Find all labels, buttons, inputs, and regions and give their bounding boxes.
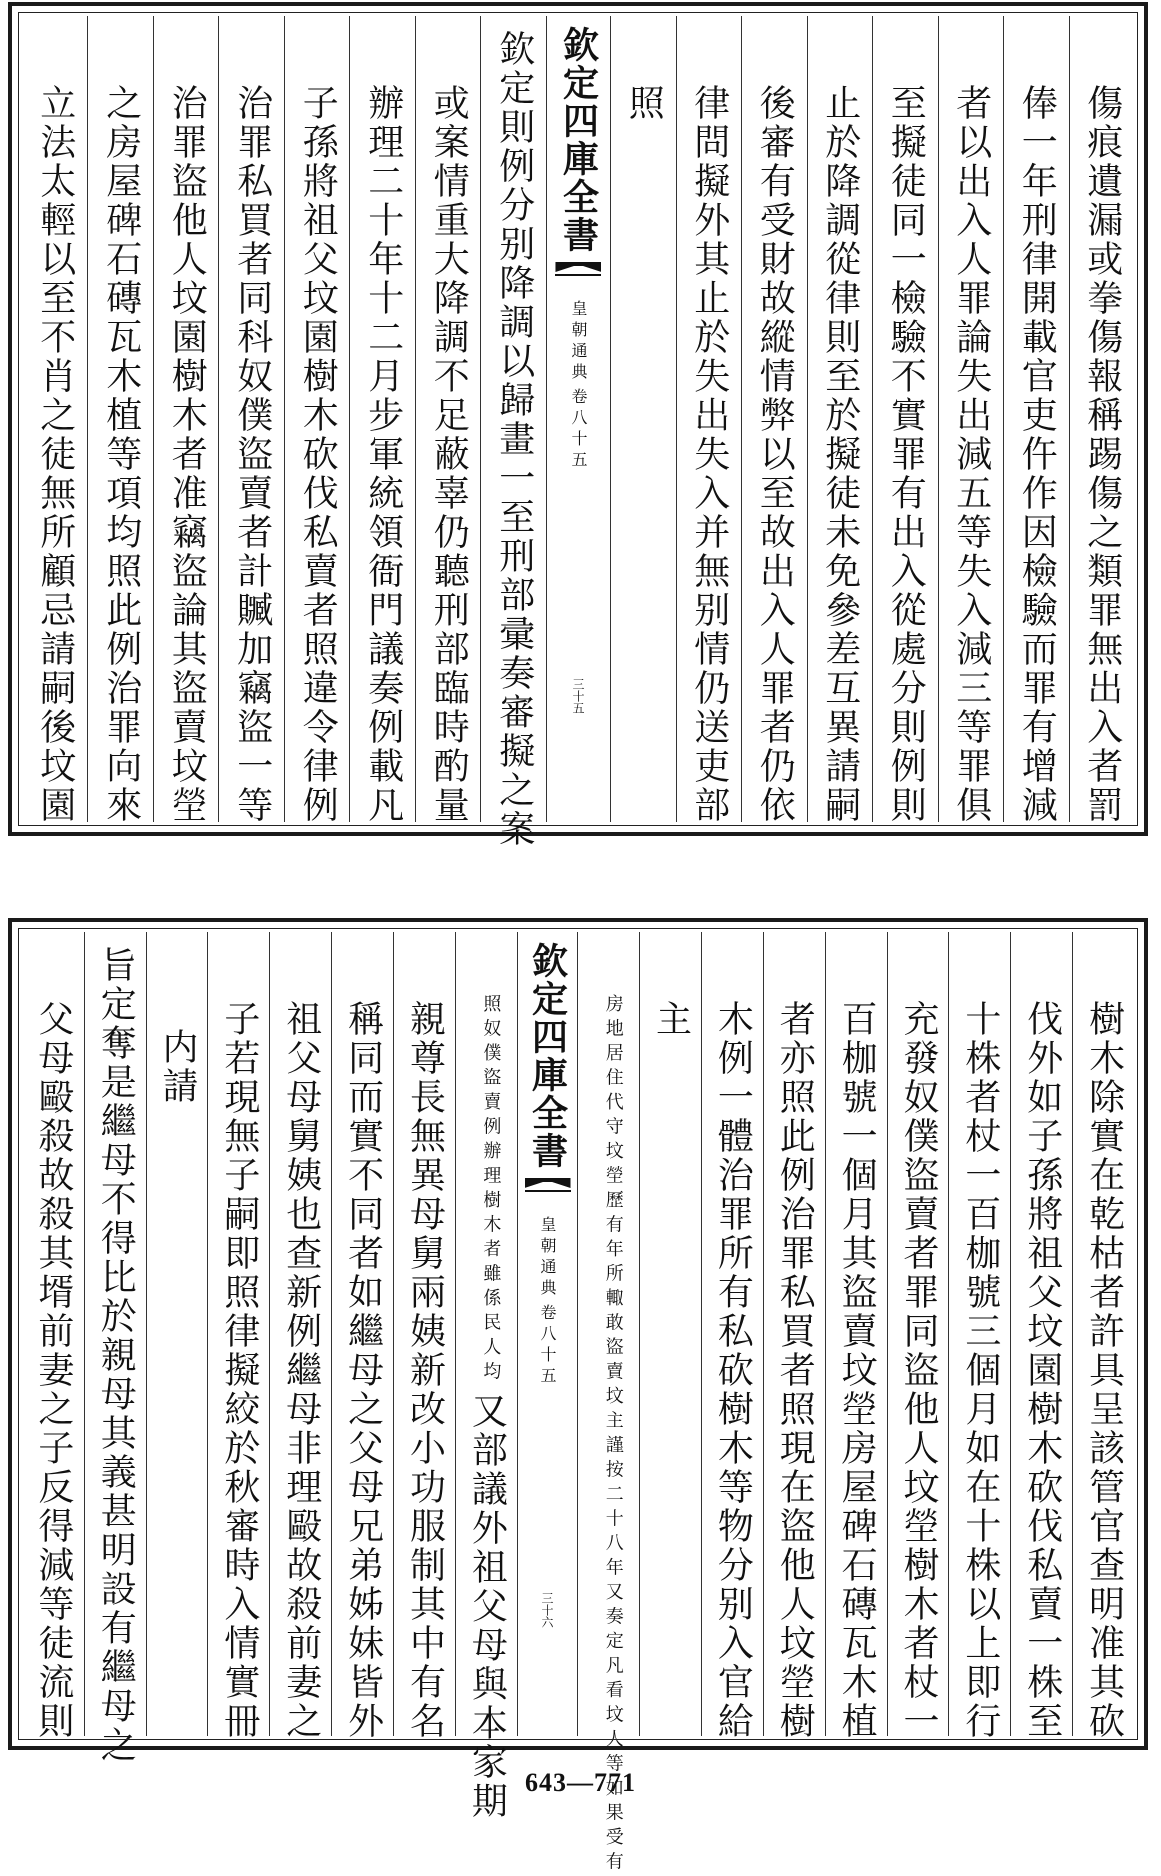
column (480, 16, 546, 849)
column (610, 16, 676, 822)
column-text: 至擬徒同一檢驗不實罪有出入從處分則例則 (885, 84, 927, 825)
column-text: 樹木除實在乾枯者許具呈該管官查明准其砍 (1083, 1000, 1125, 1741)
page-number: 643—771 (525, 1768, 636, 1797)
column-text: 親尊長無異母舅兩姨新改小功服制其中有名 (404, 1000, 446, 1741)
column (741, 16, 807, 825)
column-text: 百枷號一個月其盜賣坟塋房屋碑石磚瓦木植 (836, 1000, 878, 1741)
column (207, 932, 269, 1741)
column (1010, 932, 1072, 1741)
column-text: 父母毆殺故殺其壻前妻之子反得減等徒流則 (32, 1000, 74, 1741)
column-text: 内請 (157, 1028, 199, 1106)
spine-folio-number: 三十六 (540, 1592, 555, 1628)
column (938, 16, 1004, 825)
column (872, 16, 938, 825)
column-text: 立法太輕以至不肖之徒無所顧忌請嗣後坟園 (34, 84, 76, 825)
column (22, 932, 84, 1741)
annotation-line: 謹按二十八年又奏定凡看坟人等如果受有 (602, 1435, 624, 1876)
spine-volume: 卷八十五 (568, 388, 588, 472)
column-text: 充發奴僕盜賣者罪同盜他人坟塋樹木者杖一 (897, 1000, 939, 1741)
column (763, 932, 825, 1741)
column-text: 傷痕遺漏或拳傷報稱踢傷之類罪無出入者罰 (1081, 84, 1123, 825)
column (349, 16, 415, 825)
column (825, 932, 887, 1741)
fish-tail-mark-icon (525, 1178, 571, 1198)
spine-title: 欽定四庫全書 (526, 942, 569, 1170)
column-text: 之房屋碑石磚瓦木植等項均照此例治罪向來 (100, 84, 142, 825)
column-text: 伐外如子孫將祖父坟園樹木砍伐私賣一株至 (1021, 1000, 1063, 1741)
column-text: 止於降調從律則至於擬徒未免參差互異請嗣 (819, 84, 861, 825)
column (87, 16, 153, 825)
top-page (8, 2, 1148, 849)
annotation-line: 照奴僕盜賣例辦理 (480, 994, 502, 1190)
book-spine (517, 932, 577, 1736)
column (948, 932, 1010, 1741)
fish-tail-mark-icon (555, 262, 601, 282)
column-text: 子若現無子嗣即照律擬絞於秋審時入情實冊 (218, 1000, 260, 1741)
column-text: 稱同而實不同者如繼母之父母兄弟姊妹皆外 (342, 1000, 384, 1741)
annotation-note (596, 994, 622, 1876)
column (807, 16, 873, 825)
column (415, 16, 481, 825)
column (84, 932, 146, 1765)
column (218, 16, 284, 825)
column-text: 主 (650, 1000, 692, 1039)
annotation-line: 房地居住代守坟塋歷有年所輙敢盜賣坟主 (602, 994, 624, 1435)
column (887, 932, 949, 1741)
column-text: 後審有受財故縱情弊以至故出入人罪者仍依 (754, 84, 796, 825)
column (676, 16, 742, 825)
column (146, 932, 208, 1736)
column-text: 欽定則例分别降調以歸畫一至刑部彚奏審擬之案 (493, 30, 535, 849)
column (269, 932, 331, 1741)
annotation-note (473, 994, 502, 1386)
column-text: 子孫將祖父坟園樹木砍伐私賣者照違令律例 (297, 84, 339, 825)
column (393, 932, 455, 1741)
annotation-line: 樹木者雖係民人均 (480, 1190, 502, 1386)
column-text: 照 (623, 84, 665, 123)
column-text: 旨定奪是繼母不得比於親母其義甚明設有繼母之 (95, 946, 137, 1765)
column (22, 16, 87, 825)
column (639, 932, 701, 1736)
mixed-column (466, 994, 508, 1821)
spine-book-name: 皇朝通典 (568, 300, 588, 384)
column (1069, 16, 1135, 825)
annotation-column (455, 932, 517, 1821)
column (1072, 932, 1134, 1741)
column-text: 或案情重大降調不足蔽辜仍聽刑部臨時酌量 (428, 84, 470, 825)
column-text: 俸一年刑律開載官吏仵作因檢驗而罪有增減 (1016, 84, 1058, 825)
top-columns (22, 16, 1134, 849)
column-text: 祖父母舅姨也查新例繼母非理毆故殺前妻之 (280, 1000, 322, 1741)
column (1003, 16, 1069, 825)
spine-title: 欽定四庫全書 (557, 26, 600, 254)
column-text: 木例一體治罪所有私砍樹木等物分别入官給 (712, 1000, 754, 1741)
spine-folio-number: 三十五 (570, 678, 585, 714)
column (284, 16, 350, 825)
column-text: 律問擬外其止於失出失入并無别情仍送吏部 (688, 84, 730, 825)
column-text: 十株者杖一百枷號三個月如在十株以上即行 (959, 1000, 1001, 1741)
column-text: 者以出入人罪論失出減五等失入減三等罪俱 (950, 84, 992, 825)
column-text: 辦理二十年十二月步軍統領衙門議奏例載凡 (362, 84, 404, 825)
spine-book-name: 皇朝通典 (538, 1216, 558, 1300)
book-spine (546, 16, 610, 822)
column-text: 又部議外祖父母與本家期 (466, 1392, 508, 1821)
column (153, 16, 219, 825)
spine-volume: 卷八十五 (538, 1304, 558, 1388)
column (701, 932, 763, 1741)
column-text: 治罪私買者同科奴僕盜賣者計贓加竊盜一等 (231, 84, 273, 825)
column-text: 者亦照此例治罪私買者照現在盜他人坟塋樹 (774, 1000, 816, 1741)
column (331, 932, 393, 1741)
column-text: 治罪盜他人坟園樹木者准竊盜論其盜賣坟塋 (166, 84, 208, 825)
